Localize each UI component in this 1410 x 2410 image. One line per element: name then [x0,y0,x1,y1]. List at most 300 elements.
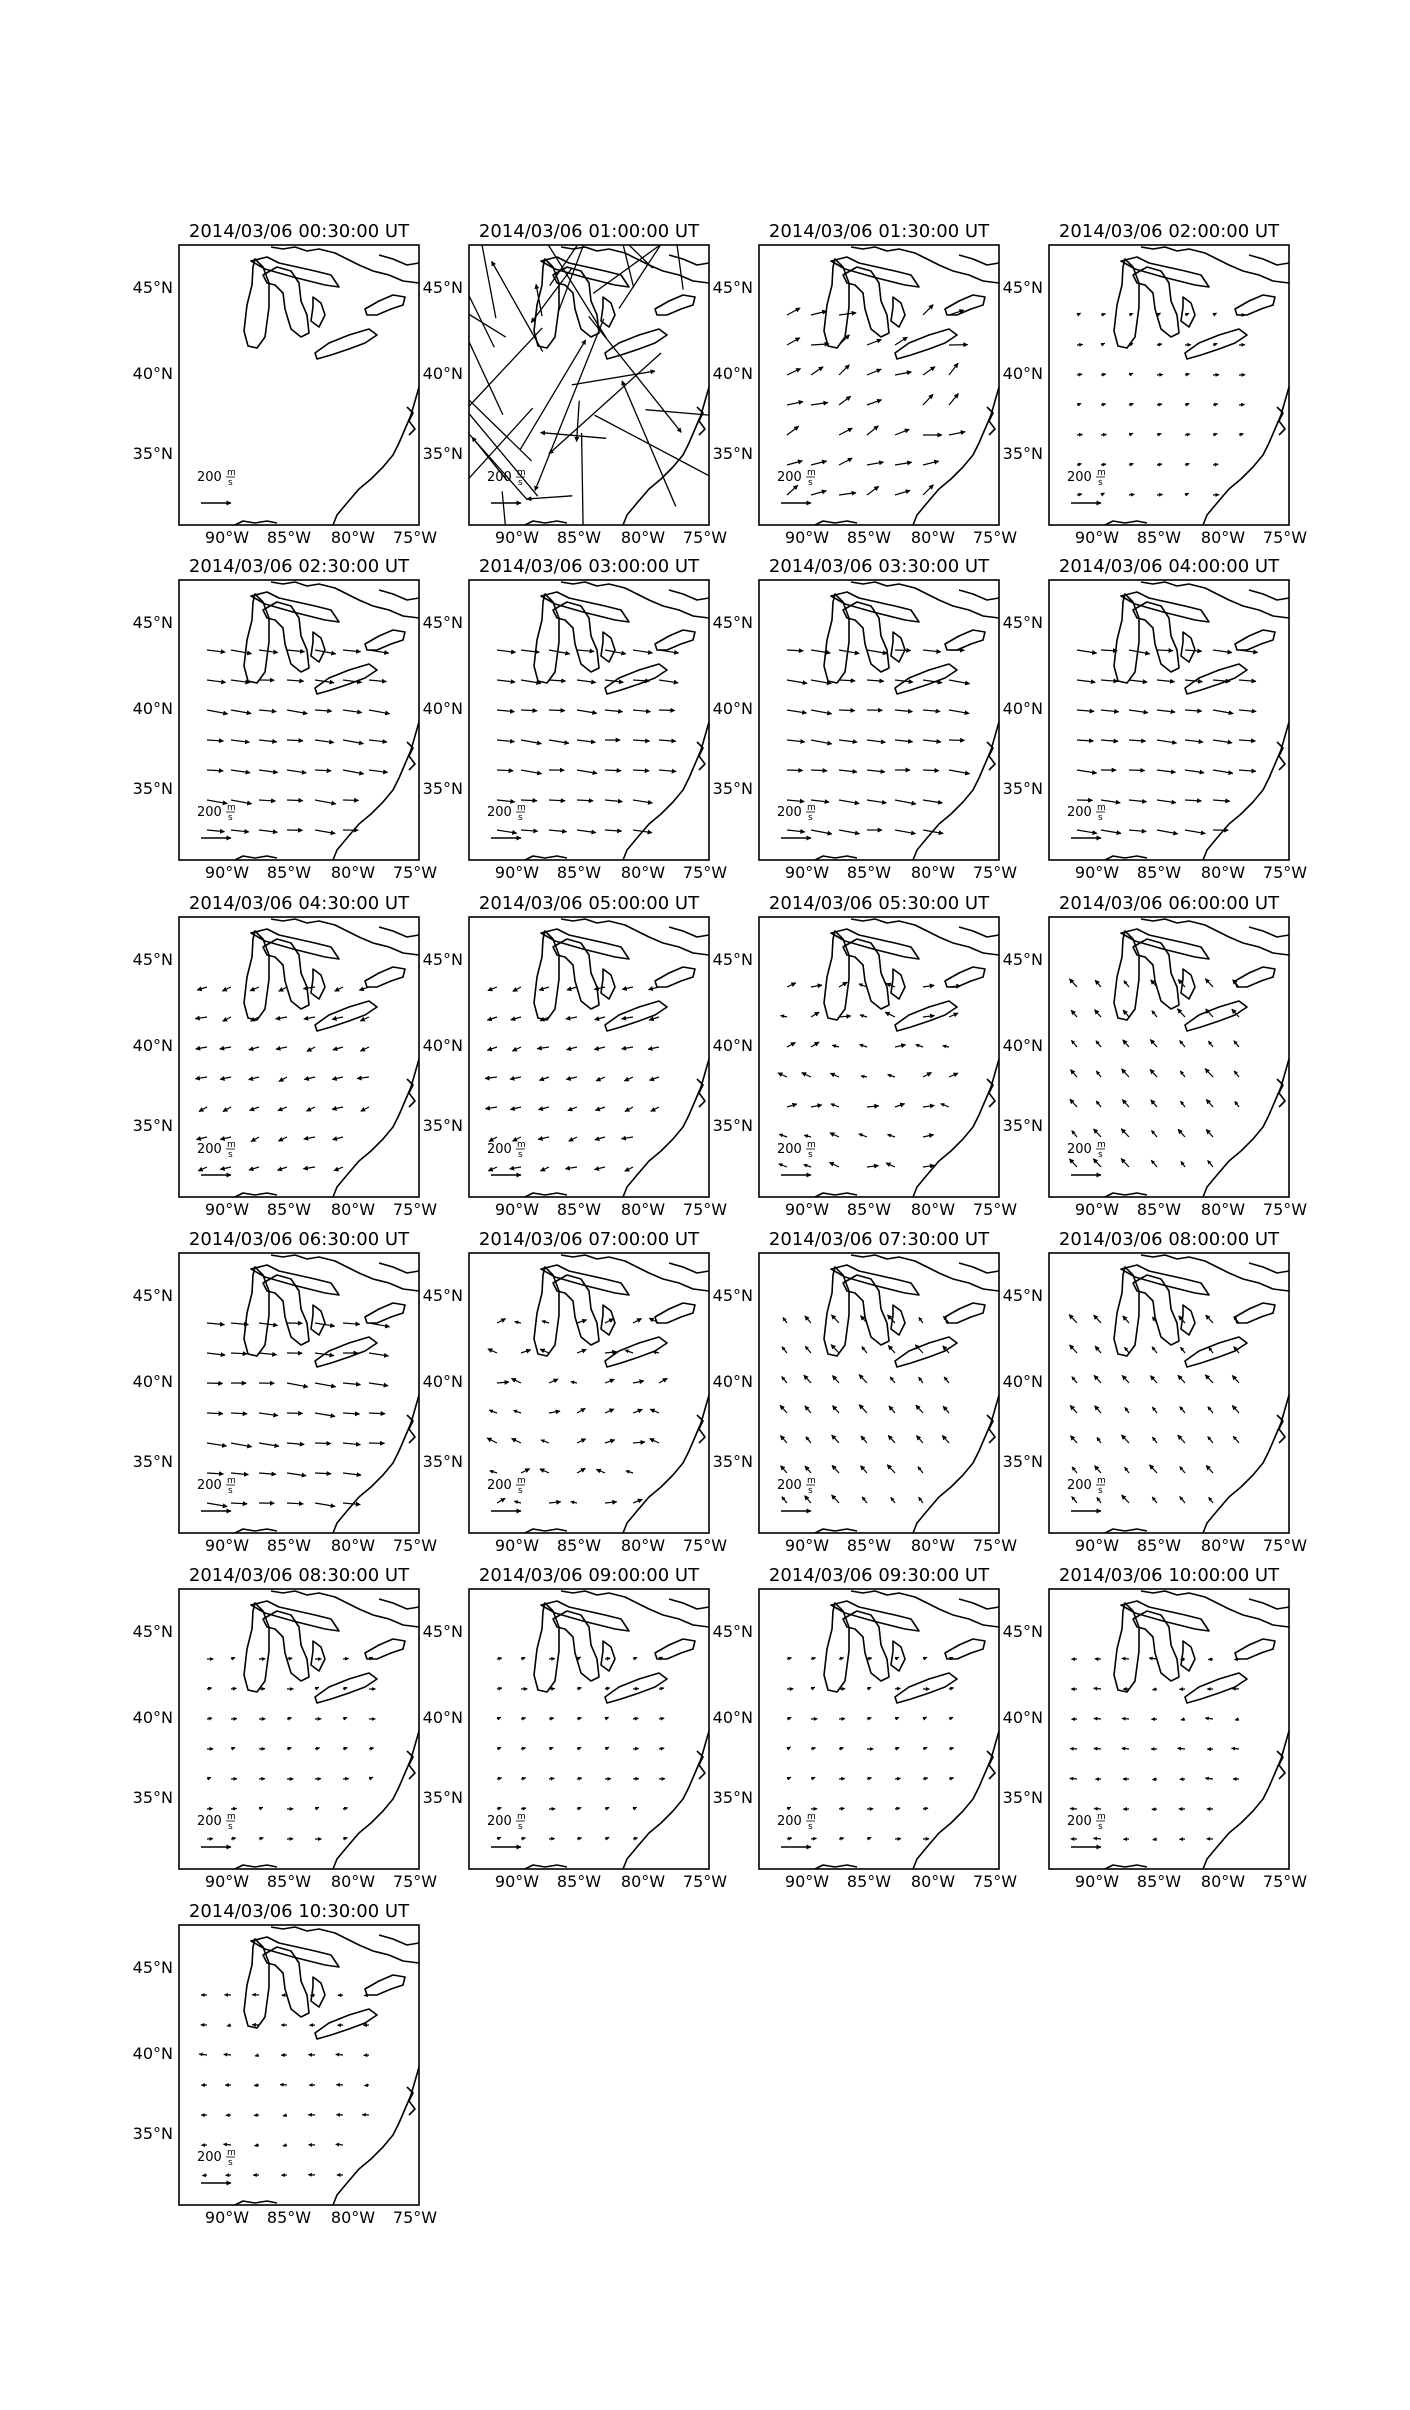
wind-vector [207,1353,225,1355]
wind-vector [625,1167,633,1171]
wind-vector [839,650,859,654]
wind-vector [306,1107,315,1111]
lon-label: 75°W [682,863,728,882]
wind-vector [862,1347,867,1353]
wind-vector [1094,1129,1101,1137]
wind-vector [207,710,228,714]
wind-vector [787,740,805,742]
wind-vector [1129,650,1150,654]
wind-vector [1157,830,1178,834]
wind-vector [521,1778,526,1779]
wind-vector [839,396,851,405]
coastline [365,967,405,987]
lon-label: 75°W [972,528,1018,547]
wind-vector [860,1466,867,1473]
wind-vector [659,1718,664,1719]
wind-vector [787,1042,795,1047]
wind-vector [1122,1658,1129,1659]
wind-vector [867,680,884,681]
wind-vector [1180,1467,1185,1473]
wind-vector [811,985,822,987]
wind-vector [859,1375,867,1383]
scale-key [197,468,236,503]
wind-vector [566,1077,577,1079]
wind-vector [811,1042,819,1047]
scale-unit-den: s [808,1150,813,1160]
scale-key [487,1476,526,1511]
scale-label: 200 [487,805,512,820]
wind-vector [1070,1778,1077,1779]
wind-vector [1213,770,1233,773]
map-panel [713,893,1018,1219]
wind-vector [1157,710,1175,712]
wind-vector [889,1406,895,1413]
wind-vector [867,1106,879,1107]
wind-vector [497,1808,501,1809]
wind-vector [787,485,798,495]
scale-unit-den: s [808,478,813,488]
wind-vector [895,337,907,345]
wind-vector [231,1413,247,1414]
wind-vector [343,1383,360,1385]
wind-vector [369,710,390,714]
wind-vector [488,1167,497,1171]
wind-vector [199,2054,207,2055]
map-panel [133,1565,438,1891]
wind-vector [231,1808,237,1809]
scale-key [1067,803,1106,838]
wind-vector [831,1495,839,1503]
coastline [1235,1639,1275,1659]
wind-vector [334,1167,343,1171]
wind-vector [497,770,513,771]
wind-vector [605,1807,609,1809]
wind-vector [207,1323,224,1325]
coastline [244,1939,269,2028]
lon-label: 75°W [392,863,438,882]
wind-vector [492,261,543,351]
wind-vector [659,1748,664,1749]
wind-vector [521,1808,526,1809]
coastline [959,255,999,265]
coastline [1181,632,1195,662]
lat-label: 45°N [712,950,753,969]
wind-vector [1185,830,1205,834]
wind-vector [783,1317,787,1323]
scale-label: 200 [487,1814,512,1829]
wind-vector [787,369,801,375]
wind-vector [1234,1071,1239,1077]
wind-vector [577,770,597,773]
coastline [1114,931,1139,1020]
wind-vector [919,1317,923,1323]
coastline [244,1603,269,1692]
lon-label: 85°W [846,528,892,547]
wind-vector [888,1435,895,1443]
wind-vector [867,426,878,435]
panel-title: 2014/03/06 07:30:00 UT [768,1229,990,1250]
wind-vector [624,1077,633,1081]
wind-vector [1213,740,1232,743]
scale-unit-num: m [517,803,526,813]
panel-title: 2014/03/06 00:30:00 UT [188,221,410,242]
wind-vector [1077,710,1094,711]
wind-vector [626,1471,633,1473]
lon-label: 75°W [972,1872,1018,1891]
wind-vector [1157,464,1162,465]
wind-vector [919,1497,923,1503]
panel-title: 2014/03/06 07:00:00 UT [478,1229,700,1250]
wind-vector [949,432,965,435]
wind-vector [1097,1437,1101,1443]
coastline [605,1001,667,1031]
wind-vector [315,740,334,743]
lat-label: 35°N [712,1116,753,1135]
wind-vector [622,987,633,989]
wind-vector [310,1995,315,1996]
wind-vector [512,1047,521,1051]
wind-vector [571,1502,577,1503]
wind-vector [1185,434,1190,435]
scale-key [197,803,236,838]
wind-vector [1094,1466,1101,1473]
lat-label: 40°N [712,1372,753,1391]
wind-vector [196,1047,207,1049]
lat-label: 40°N [132,1708,173,1727]
lon-label: 75°W [972,1536,1018,1555]
wind-vector [1180,1071,1185,1077]
wind-vector [859,1134,867,1137]
wind-vector [343,1323,360,1324]
wind-vector [633,1499,642,1503]
wind-vector [650,1409,659,1413]
wind-vector [577,1747,581,1749]
wind-vector [303,1167,315,1169]
wind-vector [787,1777,791,1779]
wind-vector [949,394,958,405]
wind-vector [1206,1129,1213,1137]
scale-unit-den: s [1098,478,1103,488]
wind-vector [805,1496,811,1503]
wind-vector [605,710,623,712]
coastline [534,1603,559,1692]
wind-vector [1185,770,1204,773]
lat-label: 35°N [1002,444,1043,463]
wind-vector [1129,710,1148,713]
wind-vector [949,1073,958,1077]
wind-vector [1232,1375,1239,1383]
lon-label: 85°W [846,1200,892,1219]
wind-vector [895,372,911,375]
wind-vector [787,1838,792,1839]
scale-unit-num: m [807,803,816,813]
wind-vector [648,1047,659,1049]
lon-label: 80°W [910,1872,956,1891]
wind-vector [250,987,259,991]
wind-vector [197,987,207,990]
wind-vector [343,1473,361,1475]
wind-vector [521,1748,526,1749]
lon-label: 90°W [494,528,540,547]
wind-vector [1157,770,1176,772]
wind-vector [577,710,597,713]
wind-vector [207,680,226,682]
scale-key [197,1140,236,1175]
coastline [333,722,419,860]
lon-label: 85°W [556,1872,602,1891]
lat-label: 45°N [1002,278,1043,297]
wind-vector [1205,1375,1213,1383]
wind-vector [941,1104,949,1107]
wind-vector [1125,1347,1129,1353]
wind-vector [1206,1099,1213,1107]
wind-vector [259,1807,263,1809]
wind-vector [1093,1838,1101,1839]
wind-vector [1077,770,1097,773]
lon-label: 85°W [1136,1200,1182,1219]
scale-key [487,1812,526,1847]
wind-vector [659,650,679,653]
wind-vector [1185,464,1189,465]
wind-vector [1101,710,1119,712]
lat-label: 45°N [1002,1622,1043,1641]
coastline [945,1639,985,1659]
map-panel [133,556,438,882]
wind-vector [427,251,503,415]
wind-vector [895,740,913,742]
wind-vector [497,1382,509,1383]
wind-vector [811,1687,815,1689]
wind-vector [1101,343,1105,345]
wind-vector [1205,979,1213,987]
wind-vector [596,1077,605,1081]
wind-vector [287,1748,291,1749]
wind-vector [1239,680,1256,681]
panel-title: 2014/03/06 09:00:00 UT [478,1565,700,1586]
coastline [895,329,957,359]
coastline [553,1611,599,1681]
wind-vector [1157,494,1163,495]
coastline [1114,1267,1139,1356]
wind-vector [1101,374,1106,375]
wind-vector [1094,1808,1101,1809]
coastline [244,259,269,348]
wind-vector [279,1077,287,1081]
wind-vector [521,710,537,711]
map-panel [713,1565,1018,1891]
lon-label: 75°W [1262,528,1308,547]
wind-vector [343,650,361,652]
wind-vector [832,1406,839,1413]
wind-vector [605,1352,617,1353]
wind-vector [1153,1689,1157,1690]
lat-label: 35°N [712,1452,753,1471]
wind-vector [549,1747,553,1749]
coastline [891,969,905,999]
wind-vector [287,740,303,741]
map-panel [1003,556,1308,882]
wind-vector [369,1323,390,1327]
wind-vector [304,1137,315,1139]
lat-label: 35°N [1002,1788,1043,1807]
lat-label: 40°N [422,1372,463,1391]
lat-label: 45°N [422,950,463,969]
wind-vector [276,1017,287,1019]
wind-vector [497,680,515,682]
wind-vector [780,1466,787,1473]
lat-label: 40°N [132,2044,173,2063]
lon-label: 80°W [620,863,666,882]
coastline [1114,259,1139,348]
coastline [379,590,419,600]
wind-vector [895,710,912,712]
coastline [553,267,599,337]
wind-vector [537,226,607,338]
wind-vector [595,1017,605,1020]
wind-vector [315,1807,319,1809]
wind-vector [867,650,887,654]
coastline [311,969,325,999]
lon-label: 80°W [910,863,956,882]
coastline [553,1275,599,1345]
wind-vector [1094,1315,1101,1323]
wind-vector [1205,1069,1213,1077]
wind-vector [916,1405,923,1413]
wind-vector [231,1443,252,1447]
coastline [824,931,849,1020]
lat-label: 35°N [1002,779,1043,798]
wind-vector [839,770,857,772]
wind-vector [369,1748,374,1749]
wind-vector [811,1748,816,1749]
wind-vector [890,1377,895,1383]
lat-label: 40°N [132,699,173,718]
wind-vector [1077,680,1095,682]
wind-vector [839,493,856,495]
coastline [601,632,615,662]
wind-vector [1208,1436,1213,1443]
wind-vector [832,1435,839,1443]
coastline [315,1337,377,1367]
scale-label: 200 [197,805,222,820]
coastline [623,1059,709,1197]
wind-vector [207,1718,212,1719]
coastline [1181,1641,1195,1671]
map-panel [423,1229,728,1555]
coastline [379,1935,419,1945]
scale-label: 200 [777,470,802,485]
wind-vector [287,1473,306,1476]
lon-label: 80°W [1200,1536,1246,1555]
wind-vector [1181,1161,1185,1167]
wind-vector [949,1688,954,1689]
wind-vector [277,1167,287,1170]
wind-vector [593,194,731,294]
wind-vector [949,363,958,375]
coastline [987,742,995,770]
wind-vector [511,1438,521,1443]
wind-vector [259,800,276,801]
lat-label: 45°N [422,1286,463,1305]
lon-label: 90°W [494,1200,540,1219]
coastline [1203,722,1289,860]
wind-vector [577,1320,587,1323]
coastline [669,590,709,600]
coastline [1277,407,1285,435]
wind-vector [565,1167,577,1169]
wind-vector [1071,1040,1077,1047]
wind-vector [891,1497,895,1503]
wind-vector [259,830,277,832]
scale-unit-den: s [518,478,523,488]
wind-vector [542,1321,549,1323]
lat-label: 35°N [422,1452,463,1471]
lon-label: 75°W [1262,1200,1308,1219]
wind-vector [360,1017,369,1021]
wind-vector [633,800,652,803]
wind-vector [1239,710,1256,711]
wind-vector [861,1076,867,1077]
lat-label: 40°N [132,364,173,383]
wind-vector [287,1718,292,1719]
wind-vector [343,1688,347,1689]
wind-vector [1129,404,1133,405]
wind-vector [605,1440,615,1443]
lon-label: 75°W [392,528,438,547]
wind-vector [249,1047,259,1050]
wind-vector [369,740,387,742]
wind-vector [490,1471,497,1473]
wind-vector [207,650,225,652]
lat-label: 40°N [1002,1372,1043,1391]
coastline [655,1303,695,1323]
wind-vector [633,1838,638,1839]
scale-unit-den: s [228,2158,233,2168]
wind-vector [567,987,577,990]
coastline [843,602,889,672]
wind-vector [780,1405,787,1413]
wind-vector [559,240,586,311]
wind-vector [1235,1719,1239,1720]
wind-vector [304,1017,315,1019]
lon-label: 90°W [204,2208,250,2227]
wind-vector [605,1747,609,1749]
wind-vector [511,1017,521,1020]
lon-label: 75°W [972,1200,1018,1219]
wind-vector [549,1502,561,1503]
wind-vector [949,710,969,713]
wind-vector [895,462,912,465]
coastline [623,387,709,525]
wind-vector [923,1073,932,1077]
wind-vector [571,1382,577,1383]
lon-label: 75°W [682,1200,728,1219]
lon-label: 85°W [1136,528,1182,547]
coastline [244,594,269,683]
lon-label: 85°W [266,1200,312,1219]
wind-vector [207,1473,224,1474]
wind-vector [1206,1315,1213,1323]
coastline [669,1599,709,1609]
wind-vector [787,308,800,315]
lat-label: 45°N [132,278,173,297]
wind-vector [521,1469,530,1473]
wind-vector [1234,1041,1239,1047]
scale-unit-num: m [1097,1140,1106,1150]
coastline [407,1415,415,1443]
wind-vector [513,1410,521,1413]
scale-label: 200 [197,1142,222,1157]
